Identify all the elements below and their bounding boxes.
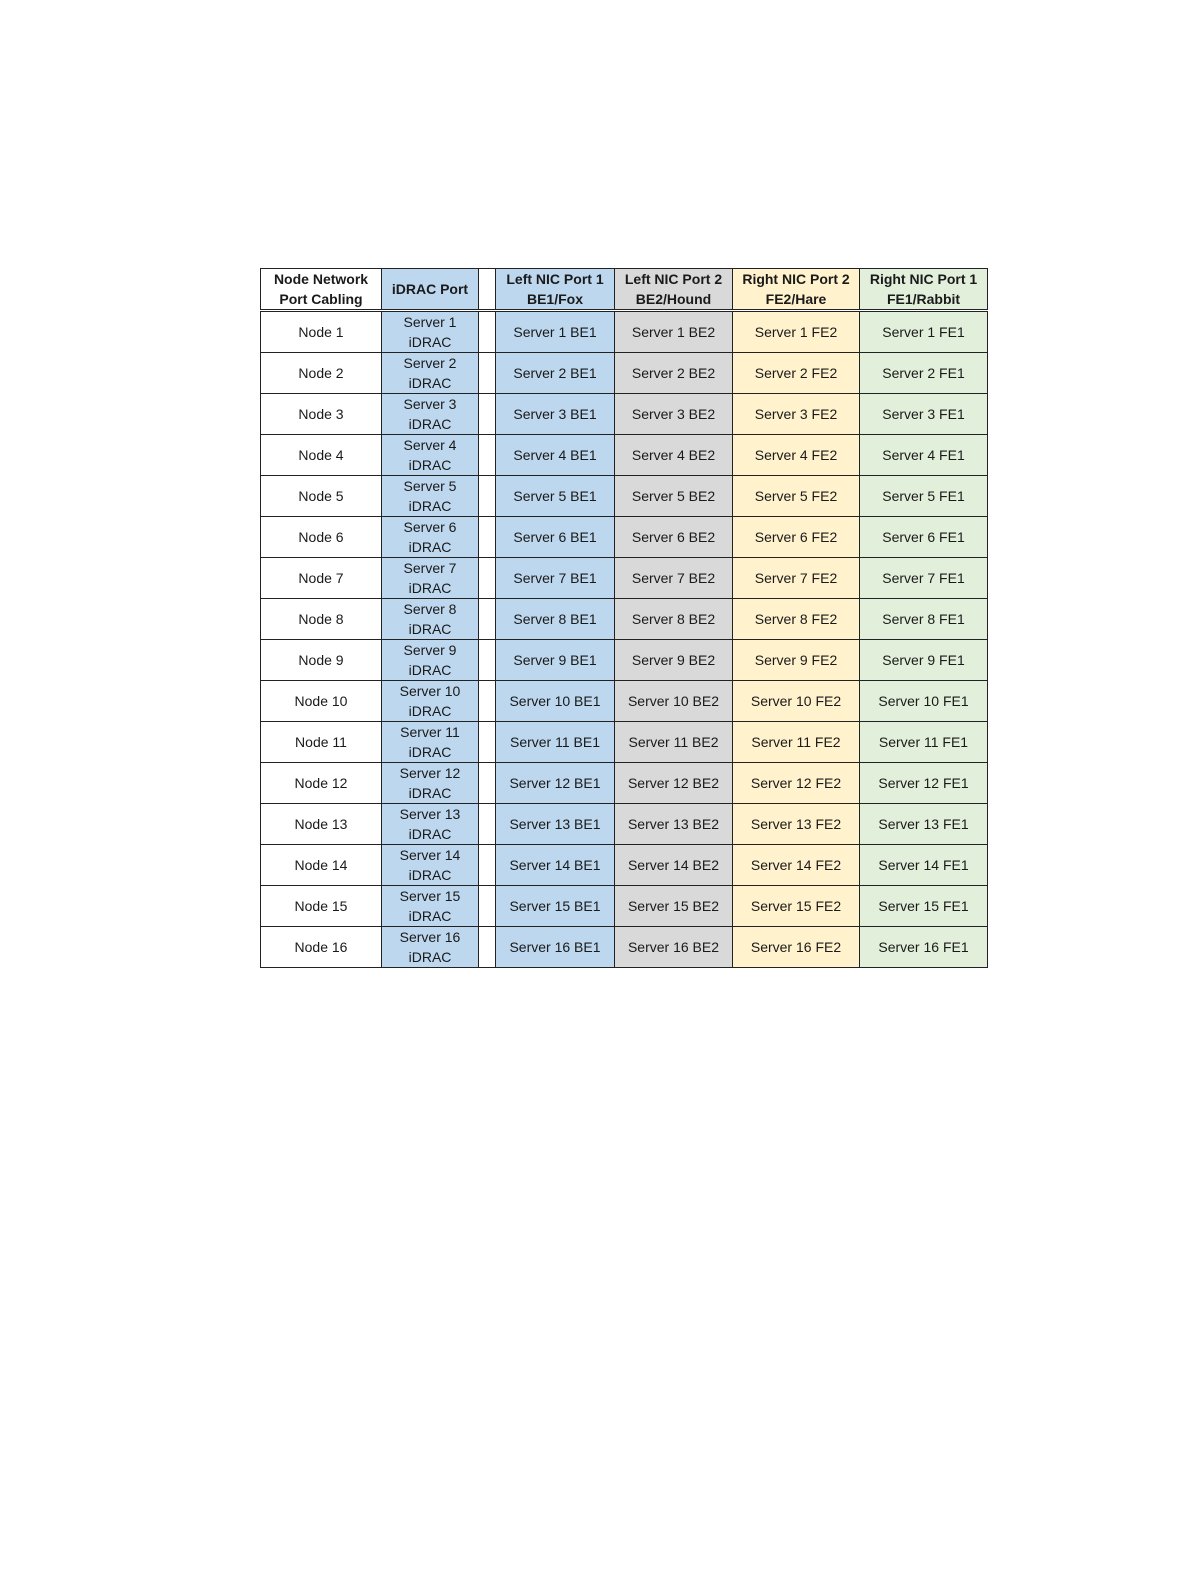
idrac-cell bbox=[382, 517, 479, 558]
fe2-cell: Server 2 FE2 bbox=[733, 353, 860, 394]
idrac-cell bbox=[382, 353, 479, 394]
idrac-port-label: iDRAC bbox=[408, 580, 452, 596]
idrac-cell bbox=[382, 558, 479, 599]
be2-cell: Server 2 BE2 bbox=[615, 353, 733, 394]
gap-cell bbox=[479, 517, 496, 558]
node-cell: Node 6 bbox=[261, 517, 382, 558]
fe2-cell: Server 10 FE2 bbox=[733, 681, 860, 722]
be1-cell: Server 1 BE1 bbox=[496, 311, 615, 353]
fe2-cell: Server 14 FE2 bbox=[733, 845, 860, 886]
fe1-cell: Server 11 FE1 bbox=[860, 722, 988, 763]
fe1-cell: Server 8 FE1 bbox=[860, 599, 988, 640]
be1-cell: Server 15 BE1 bbox=[496, 886, 615, 927]
table-row bbox=[261, 517, 988, 558]
idrac-port-label: iDRAC bbox=[408, 785, 452, 801]
node-cell: Node 2 bbox=[261, 353, 382, 394]
node-cell: Node 1 bbox=[261, 311, 382, 353]
idrac-server-label: Server 3 bbox=[403, 396, 457, 412]
gap-cell bbox=[479, 311, 496, 353]
node-cell: Node 5 bbox=[261, 476, 382, 517]
be2-cell: Server 16 BE2 bbox=[615, 927, 733, 968]
fe2-cell: Server 4 FE2 bbox=[733, 435, 860, 476]
fe1-cell: Server 16 FE1 bbox=[860, 927, 988, 968]
table-row bbox=[261, 394, 988, 435]
idrac-port-label: iDRAC bbox=[408, 457, 452, 473]
be2-cell: Server 1 BE2 bbox=[615, 311, 733, 353]
be1-cell: Server 2 BE1 bbox=[496, 353, 615, 394]
idrac-cell bbox=[382, 599, 479, 640]
node-cell: Node 9 bbox=[261, 640, 382, 681]
be1-cell: Server 12 BE1 bbox=[496, 763, 615, 804]
header-node bbox=[261, 269, 382, 311]
node-cell: Node 8 bbox=[261, 599, 382, 640]
table-row bbox=[261, 763, 988, 804]
table-body bbox=[261, 311, 988, 968]
fe2-cell: Server 1 FE2 bbox=[733, 311, 860, 353]
idrac-port-label: iDRAC bbox=[408, 703, 452, 719]
idrac-server-label: Server 10 bbox=[399, 683, 461, 699]
table-row bbox=[261, 845, 988, 886]
table-row bbox=[261, 681, 988, 722]
node-cell: Node 11 bbox=[261, 722, 382, 763]
fe1-cell: Server 12 FE1 bbox=[860, 763, 988, 804]
idrac-cell bbox=[382, 804, 479, 845]
idrac-port-label: iDRAC bbox=[408, 416, 452, 432]
idrac-cell bbox=[382, 640, 479, 681]
gap-cell bbox=[479, 763, 496, 804]
idrac-port-label: iDRAC bbox=[408, 621, 452, 637]
be2-cell: Server 15 BE2 bbox=[615, 886, 733, 927]
idrac-cell bbox=[382, 681, 479, 722]
fe1-cell: Server 9 FE1 bbox=[860, 640, 988, 681]
fe1-cell: Server 2 FE1 bbox=[860, 353, 988, 394]
be1-cell: Server 6 BE1 bbox=[496, 517, 615, 558]
header-fe1 bbox=[860, 269, 988, 311]
idrac-port-label: iDRAC bbox=[408, 908, 452, 924]
node-cell: Node 12 bbox=[261, 763, 382, 804]
header-fe1-line2: FE1/Rabbit bbox=[886, 291, 961, 307]
gap-cell bbox=[479, 886, 496, 927]
idrac-server-label: Server 1 bbox=[403, 314, 457, 330]
idrac-port-label: iDRAC bbox=[408, 744, 452, 760]
fe1-cell: Server 10 FE1 bbox=[860, 681, 988, 722]
idrac-cell bbox=[382, 845, 479, 886]
gap-cell bbox=[479, 558, 496, 599]
idrac-port-label: iDRAC bbox=[408, 498, 452, 514]
idrac-server-label: Server 7 bbox=[403, 560, 457, 576]
idrac-server-label: Server 16 bbox=[399, 929, 461, 945]
header-fe2-line1: Right NIC Port 2 bbox=[742, 271, 850, 287]
be1-cell: Server 9 BE1 bbox=[496, 640, 615, 681]
gap-cell bbox=[479, 927, 496, 968]
fe1-cell: Server 3 FE1 bbox=[860, 394, 988, 435]
be1-cell: Server 16 BE1 bbox=[496, 927, 615, 968]
idrac-cell bbox=[382, 763, 479, 804]
header-be1-line1: Left NIC Port 1 bbox=[506, 271, 604, 287]
be1-cell: Server 7 BE1 bbox=[496, 558, 615, 599]
table-row bbox=[261, 722, 988, 763]
gap-cell bbox=[479, 353, 496, 394]
cabling-table bbox=[260, 268, 988, 968]
idrac-port-label: iDRAC bbox=[408, 375, 452, 391]
fe2-cell: Server 12 FE2 bbox=[733, 763, 860, 804]
fe2-cell: Server 13 FE2 bbox=[733, 804, 860, 845]
idrac-cell bbox=[382, 394, 479, 435]
node-cell: Node 7 bbox=[261, 558, 382, 599]
header-node-line2: Port Cabling bbox=[279, 291, 363, 307]
header-gap bbox=[479, 269, 496, 311]
be1-cell: Server 11 BE1 bbox=[496, 722, 615, 763]
table-row bbox=[261, 476, 988, 517]
be2-cell: Server 5 BE2 bbox=[615, 476, 733, 517]
idrac-server-label: Server 14 bbox=[399, 847, 461, 863]
fe1-cell: Server 4 FE1 bbox=[860, 435, 988, 476]
node-cell: Node 15 bbox=[261, 886, 382, 927]
be2-cell: Server 9 BE2 bbox=[615, 640, 733, 681]
idrac-port-label: iDRAC bbox=[408, 539, 452, 555]
gap-cell bbox=[479, 681, 496, 722]
be1-cell: Server 13 BE1 bbox=[496, 804, 615, 845]
idrac-cell bbox=[382, 927, 479, 968]
idrac-server-label: Server 2 bbox=[403, 355, 457, 371]
gap-cell bbox=[479, 599, 496, 640]
be1-cell: Server 14 BE1 bbox=[496, 845, 615, 886]
fe1-cell: Server 1 FE1 bbox=[860, 311, 988, 353]
idrac-port-label: iDRAC bbox=[408, 867, 452, 883]
be2-cell: Server 11 BE2 bbox=[615, 722, 733, 763]
fe1-cell: Server 14 FE1 bbox=[860, 845, 988, 886]
node-cell: Node 16 bbox=[261, 927, 382, 968]
be2-cell: Server 12 BE2 bbox=[615, 763, 733, 804]
fe2-cell: Server 15 FE2 bbox=[733, 886, 860, 927]
idrac-server-label: Server 8 bbox=[403, 601, 457, 617]
header-fe2-line2: FE2/Hare bbox=[765, 291, 827, 307]
gap-cell bbox=[479, 640, 496, 681]
table-row bbox=[261, 927, 988, 968]
fe1-cell: Server 7 FE1 bbox=[860, 558, 988, 599]
header-fe2 bbox=[733, 269, 860, 311]
header-fe1-line1: Right NIC Port 1 bbox=[869, 271, 978, 287]
fe2-cell: Server 16 FE2 bbox=[733, 927, 860, 968]
idrac-port-label: iDRAC bbox=[408, 949, 452, 965]
be1-cell: Server 4 BE1 bbox=[496, 435, 615, 476]
idrac-server-label: Server 11 bbox=[400, 724, 460, 740]
node-cell: Node 10 bbox=[261, 681, 382, 722]
be1-cell: Server 8 BE1 bbox=[496, 599, 615, 640]
gap-cell bbox=[479, 845, 496, 886]
be2-cell: Server 4 BE2 bbox=[615, 435, 733, 476]
header-be2 bbox=[615, 269, 733, 311]
be1-cell: Server 5 BE1 bbox=[496, 476, 615, 517]
header-be2-line1: Left NIC Port 2 bbox=[624, 271, 723, 287]
fe2-cell: Server 5 FE2 bbox=[733, 476, 860, 517]
be2-cell: Server 14 BE2 bbox=[615, 845, 733, 886]
idrac-port-label: iDRAC bbox=[408, 826, 452, 842]
be2-cell: Server 8 BE2 bbox=[615, 599, 733, 640]
table-row bbox=[261, 311, 988, 353]
be1-cell: Server 10 BE1 bbox=[496, 681, 615, 722]
table-row bbox=[261, 804, 988, 845]
gap-cell bbox=[479, 435, 496, 476]
idrac-server-label: Server 5 bbox=[403, 478, 457, 494]
be1-cell: Server 3 BE1 bbox=[496, 394, 615, 435]
table-row bbox=[261, 558, 988, 599]
header-row bbox=[261, 269, 988, 311]
idrac-server-label: Server 12 bbox=[399, 765, 461, 781]
fe2-cell: Server 9 FE2 bbox=[733, 640, 860, 681]
be2-cell: Server 3 BE2 bbox=[615, 394, 733, 435]
fe2-cell: Server 7 FE2 bbox=[733, 558, 860, 599]
be2-cell: Server 6 BE2 bbox=[615, 517, 733, 558]
idrac-cell bbox=[382, 886, 479, 927]
idrac-cell bbox=[382, 435, 479, 476]
table-row bbox=[261, 435, 988, 476]
idrac-server-label: Server 13 bbox=[399, 806, 461, 822]
fe2-cell: Server 11 FE2 bbox=[733, 722, 860, 763]
idrac-cell bbox=[382, 722, 479, 763]
node-cell: Node 4 bbox=[261, 435, 382, 476]
fe1-cell: Server 6 FE1 bbox=[860, 517, 988, 558]
idrac-cell bbox=[382, 476, 479, 517]
gap-cell bbox=[479, 476, 496, 517]
table-row bbox=[261, 353, 988, 394]
idrac-port-label: iDRAC bbox=[408, 662, 452, 678]
fe1-cell: Server 5 FE1 bbox=[860, 476, 988, 517]
gap-cell bbox=[479, 804, 496, 845]
node-cell: Node 14 bbox=[261, 845, 382, 886]
be2-cell: Server 13 BE2 bbox=[615, 804, 733, 845]
idrac-port-label: iDRAC bbox=[408, 334, 452, 350]
table-header bbox=[261, 269, 988, 311]
gap-cell bbox=[479, 722, 496, 763]
fe1-cell: Server 15 FE1 bbox=[860, 886, 988, 927]
idrac-server-label: Server 6 bbox=[403, 519, 457, 535]
be2-cell: Server 10 BE2 bbox=[615, 681, 733, 722]
fe2-cell: Server 6 FE2 bbox=[733, 517, 860, 558]
idrac-cell bbox=[382, 311, 479, 353]
node-cell: Node 3 bbox=[261, 394, 382, 435]
idrac-server-label: Server 15 bbox=[399, 888, 461, 904]
header-be2-line2: BE2/Hound bbox=[635, 291, 712, 307]
header-be1-line2: BE1/Fox bbox=[526, 291, 583, 307]
idrac-server-label: Server 4 bbox=[403, 437, 457, 453]
gap-cell bbox=[479, 394, 496, 435]
table-row bbox=[261, 599, 988, 640]
table-row bbox=[261, 640, 988, 681]
idrac-server-label: Server 9 bbox=[403, 642, 457, 658]
node-cell: Node 13 bbox=[261, 804, 382, 845]
fe2-cell: Server 3 FE2 bbox=[733, 394, 860, 435]
table-row bbox=[261, 886, 988, 927]
fe2-cell: Server 8 FE2 bbox=[733, 599, 860, 640]
header-be1 bbox=[496, 269, 615, 311]
fe1-cell: Server 13 FE1 bbox=[860, 804, 988, 845]
header-node-line1: Node Network bbox=[273, 271, 369, 287]
be2-cell: Server 7 BE2 bbox=[615, 558, 733, 599]
header-idrac: iDRAC Port bbox=[382, 269, 479, 311]
